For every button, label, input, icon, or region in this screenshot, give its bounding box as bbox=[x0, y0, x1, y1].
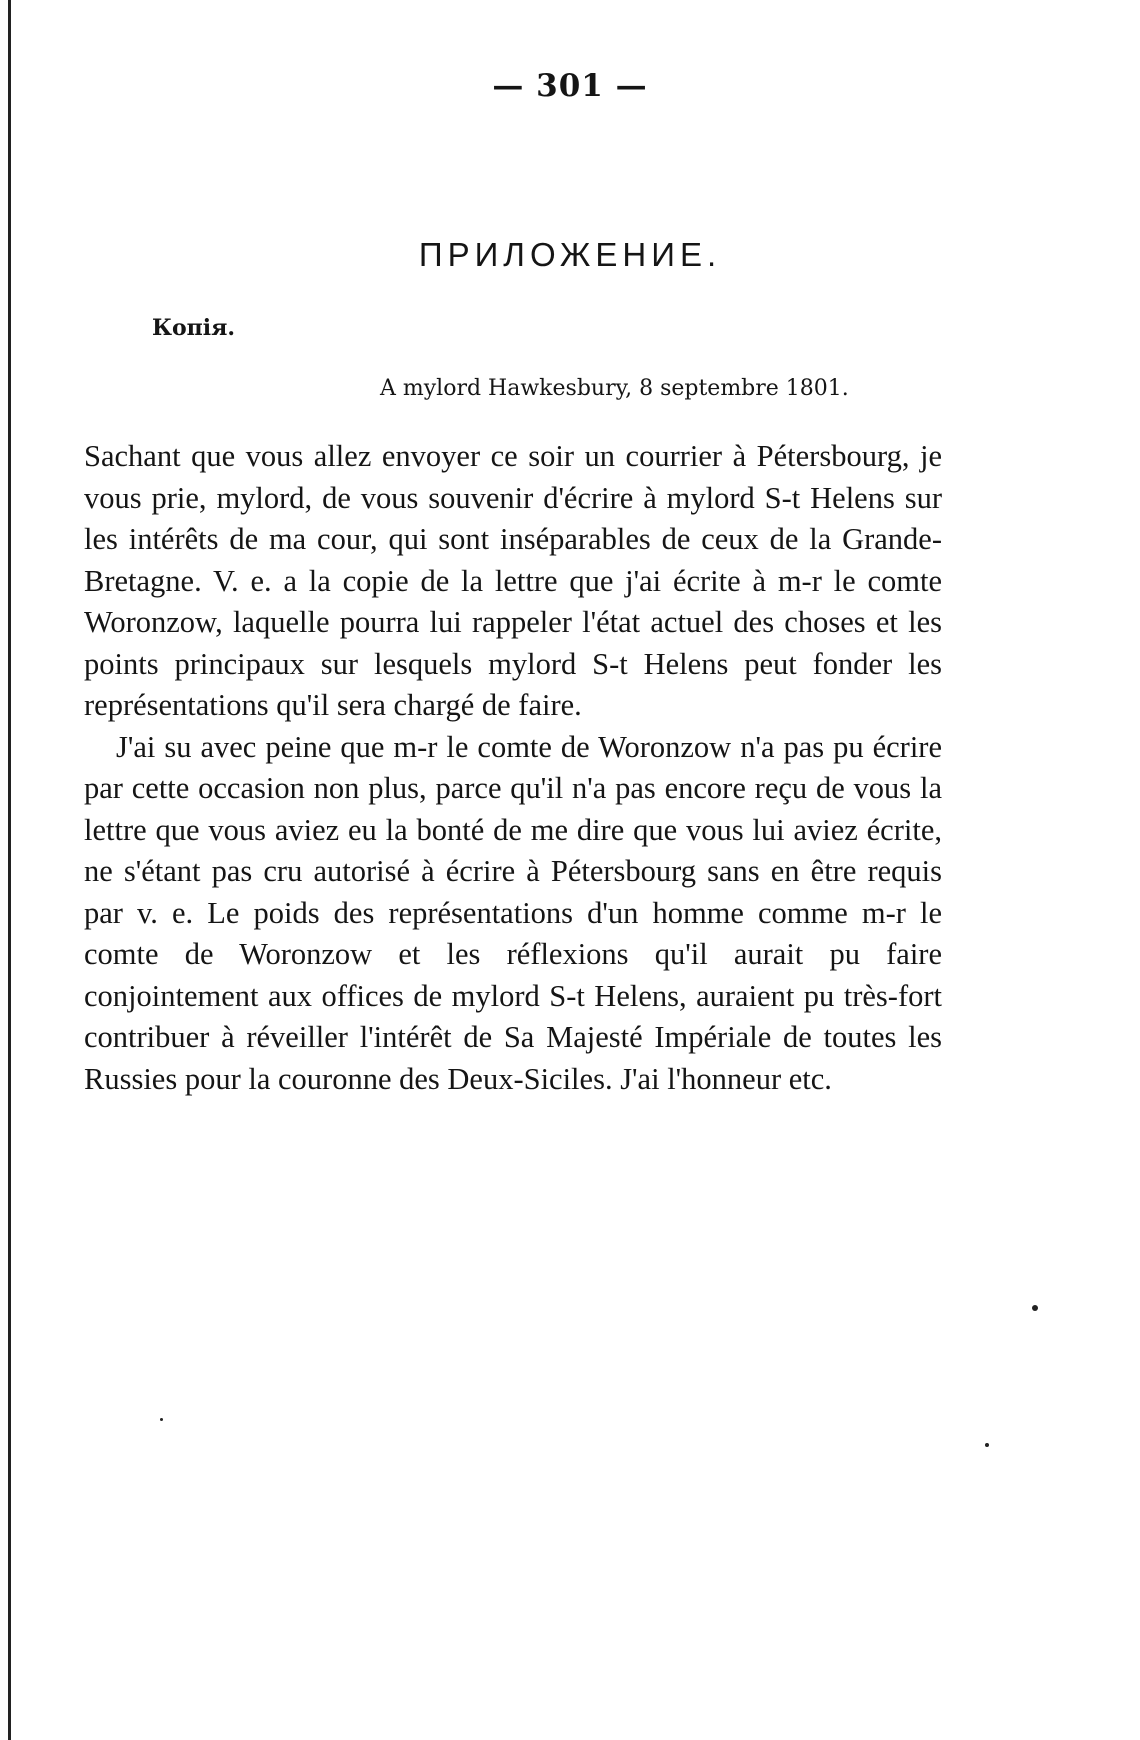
section-heading: ПРИЛОЖЕНИЕ. bbox=[418, 236, 722, 273]
paragraph-2: J'ai su avec peine que m-r le comte de Woronzow n'a pas pu écrire par cette occasion non plus, parce qu'il n'a pas encore reçu de vous la lettre que vous aviez eu la bonté de me dire que vous lui aviez écrite, ne s'étant pas cru autorisé à écrire à Pétersbourg sans en être requis par v. e. Le poids des représentations d'un homme comme m-r le comte de Woronzow et les réflexions qu'il aurait pu faire conjointement aux offices de mylord S-t Helens, auraient pu très-fort contribuer à réveiller l'intérêt de Sa Majesté Impériale de toutes les Russies pour la couronne des Deux-Siciles. J'ai l'honneur etc. bbox=[84, 729, 942, 1096]
page-number: — 301 — bbox=[492, 68, 648, 104]
letter-body bbox=[84, 436, 942, 1100]
ink-speck bbox=[985, 1443, 989, 1447]
ink-speck bbox=[1032, 1305, 1038, 1311]
letter-dateline: A mylord Hawkesbury, 8 septembre 1801. bbox=[380, 376, 849, 401]
paragraph-1: Sachant que vous allez envoyer ce soir un courrier à Pétersbourg, je vous prie, mylord, de vous souvenir d'écrire à mylord S-t Helens sur les intérêts de ma cour, qui sont inséparables de ceux de la Grande-Bretagne. V. e. a la copie de la lettre que j'ai écrite à m-r le comte Woronzow, laquelle pourra lui rappeler l'état actuel des choses et les points principaux sur lesquels mylord S-t Helens peut fonder les représentations qu'il sera chargé de faire. bbox=[84, 439, 942, 722]
ink-speck bbox=[160, 1418, 163, 1421]
copy-label: Копія. bbox=[152, 315, 236, 341]
